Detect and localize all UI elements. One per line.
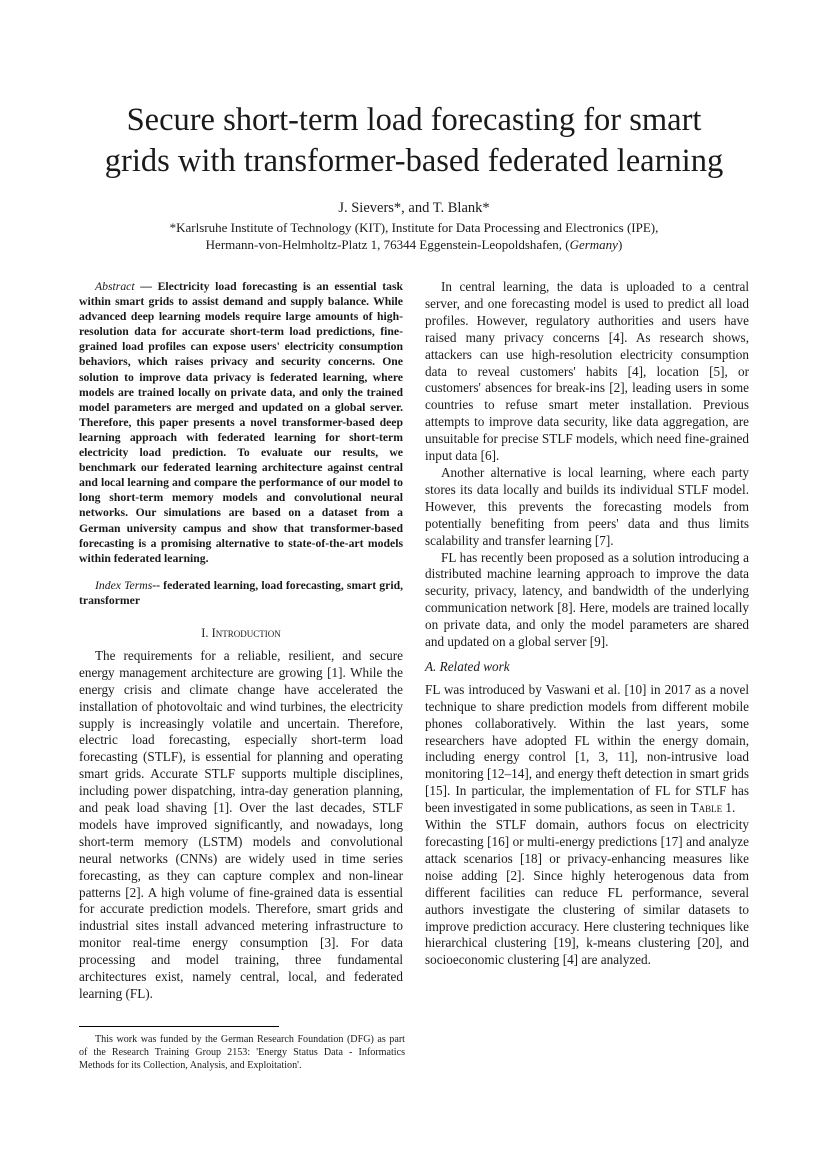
abstract <box>79 279 403 566</box>
intro-paragraph-4: FL has recently been proposed as a solution introducing a distributed machine learning approach to improve the data security, privacy, latency, and bandwidth of the underlying communication network [8]. Here, models are trained locally on private data, and only the model parameters are shared and updated on a global server [9]. <box>425 549 749 650</box>
title-line-1: Secure short-term load forecasting for smart <box>126 102 702 138</box>
subsection-heading-related-work: A. Related work <box>425 658 510 674</box>
affiliation <box>40 219 788 253</box>
title-line-2: grids with transformer-based federated learning <box>104 143 724 179</box>
author-list: J. Sievers*, and T. Blank* <box>338 200 490 216</box>
section-heading-introduction <box>79 625 403 642</box>
footnote-rule <box>79 1026 279 1027</box>
affiliation-line-2: Hermann-von-Helmholtz-Platz 1, 76344 Eggenstein-Leopoldshafen, ( <box>205 237 570 252</box>
index-terms-text: -- federated learning, load forecasting, smart grid, transformer <box>79 578 403 607</box>
affiliation-country: Germany <box>569 237 618 252</box>
table-reference: Table 1 <box>690 800 732 816</box>
intro-paragraph-3: Another alternative is local learning, where each party stores its data locally and builds its individual STLF model. However, this prevents the forecasting models from potentially benefiting from peers' data and thus limits scalability and transfer learning [7]. <box>425 464 749 548</box>
paper-title <box>40 100 788 182</box>
right-column <box>425 279 749 969</box>
related-work-paragraph-1 <box>425 682 749 817</box>
related-work-paragraph-2: Within the STLF domain, authors focus on electricity forecasting [16] or multi-energy predictions [17] and analyze attack scenarios [18] or privacy-enhancing measures like noise adding [2]. Since highly heterogenous data from different facilities can reduce FL performance, several authors investigate the clustering of similar datasets to improve prediction accuracy. Here clustering techniques like hierarchical clustering [19], k-means clustering [20], and socioeconomic clustering [4] are analyzed. <box>425 817 749 968</box>
affiliation-line-1: *Karlsruhe Institute of Technology (KIT), Institute for Data Processing and Electronics (IPE), <box>169 220 659 235</box>
intro-paragraph-2: In central learning, the data is uploaded to a central server, and one forecasting model is used to predict all load profiles. However, regulatory authorities and users have raised many privacy concerns [4]. As research shows, attackers can use high-resolution electricity consumption data to reveal customers' habits [4], location [5], or customers' absences for break-ins [2], leading users in some countries to refuse smart meter installation. Previous attempts to improve data security, like data aggregation, are unsuitable for precise STLF models, which need fine-grained input data [6]. <box>425 279 749 464</box>
abstract-text: — Electricity load forecasting is an essential task within smart grids to assist demand and supply balance. While advanced deep learning models require large amounts of high-resolution data for accurate short-term load predictions, fine-grained load profiles can expose users' electricity consumption behaviors, which raises privacy and security concerns. One solution to improve data privacy is federated learning, where models are trained locally on private data, and only the trained model parameters are merged and updated on a global server. Therefore, this paper presents a novel transformer-based deep learning approach with federated learning for short-term electricity load prediction. To evaluate our results, we benchmark our federated learning architecture against central and local learning and compare the performance of our model to long short-term memory models and convolutional neural networks. Our simulations are based on a dataset from a German university campus and show that transformer-based forecasting is a promising alternative to state-of-the-art models within federated learning. <box>79 280 403 565</box>
left-column <box>79 279 403 1003</box>
section-title: Introduction <box>211 625 281 640</box>
section-number: I. <box>201 625 212 640</box>
related-work-text: FL was introduced by Vaswani et al. [10] in 2017 as a novel technique to share prediction models from different mobile phones collaboratively. Within the last years, some researchers have adopted FL within the energy domain, including energy control [1, 3, 11], non-intrusive load monitoring [12–14], and energy theft detection in smart grids [15]. In particular, the implementation of FL for STLF has been investigated in some publications, as seen in <box>425 681 749 816</box>
index-terms <box>79 578 403 608</box>
index-terms-label: Index Terms <box>95 578 153 592</box>
funding-footnote: This work was funded by the German Research Foundation (DFG) as part of the Research Training Group 2153: 'Energy Status Data - Informatics Methods for its Collection, Analysis, and Exploitation'. <box>79 1034 405 1071</box>
related-work-end: . <box>731 800 736 816</box>
intro-paragraph-1: The requirements for a reliable, resilient, and secure energy management architecture are growing [1]. While the energy crisis and climate change have accelerated the installation of photovoltaic and wind turbines, the electricity supply is increasingly volatile and uncertain. Therefore, electric load forecasting, especially short-term load forecasting (STLF), is essential for planning and operating smart grids. Accurate STLF supports multiple disciplines, including power dispatching, intra-day generation planning, and peak load shaving [1]. Over the last decades, STLF models have improved significantly, and nowadays, long short-term memory (LSTM) models and convolutional neural networks (CNNs) are widely used in time series forecasting, as they can capture complex and non-linear patterns [2]. A high volume of fine-grained data is essential for accurate prediction models. Therefore, smart grids and industrial sites install advanced metering infrastructure to monitor real-time energy consumption [3]. For data processing and model training, three fundamental architectures exist, namely central, local, and federated learning (FL). <box>79 647 403 1001</box>
affiliation-close: ) <box>617 237 623 252</box>
abstract-label: Abstract <box>95 280 135 293</box>
